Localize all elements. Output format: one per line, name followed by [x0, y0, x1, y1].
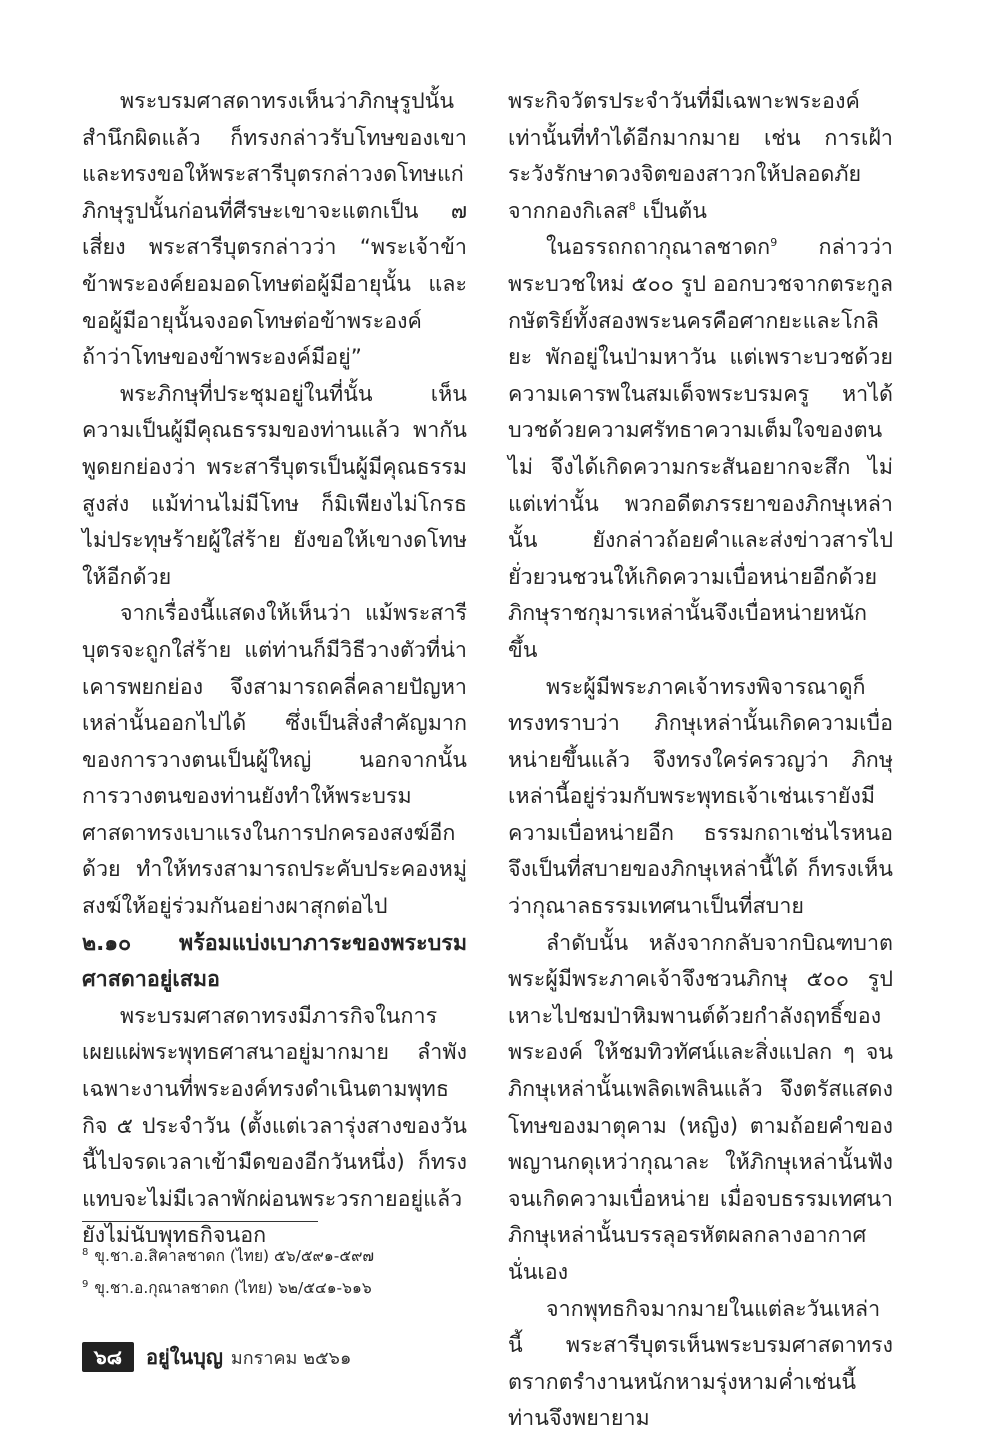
- right-paragraph-3: พระผู้มีพระภาคเจ้าทรงพิจารณาดูก็ทรงทราบว่า ภิกษุเหล่านั้นเกิดความเบื่อหน่ายขึ้นแล้ว จึงทรงใคร่ครวญว่า ภิกษุเหล่านี้อยู่ร่วมกับพระพุทธเจ้าเช่นเรายังมีความเบื่อหน่ายอีก ธรรมกถาเช่นไรหนอจึงเป็นที่สบายของภิกษุเหล่านี้ได้ ก็ทรงเห็นว่ากุณาลธรรมเทศนาเป็นที่สบาย: [508, 674, 893, 920]
- page-number: ๖๘: [82, 1342, 134, 1372]
- left-column: [82, 84, 467, 1255]
- footnote-mark: 8: [82, 1247, 89, 1258]
- section-heading: ๒.๑๐ พร้อมแบ่งเบาภาระของพระบรมศาสดาอยู่เสมอ: [82, 930, 467, 993]
- footnote-divider: [82, 1221, 318, 1222]
- footnote-mark: 9: [82, 1279, 89, 1291]
- right-p2-head: ในอรรถกถากุณาลชาดก: [546, 235, 771, 261]
- footnote-ref-9[interactable]: 9: [770, 236, 778, 250]
- footnote-text: ขุ.ชา.อ.กุณาลชาดก (ไทย) ๖๒/๕๔๑-๖๑๖: [94, 1279, 372, 1298]
- right-p1-tail: เป็นต้น: [635, 198, 707, 224]
- left-paragraph-4: พระบรมศาสดาทรงมีภารกิจในการเผยแผ่พระพุทธศาสนาอยู่มากมาย ลำพังเฉพาะงานที่พระองค์ทรงดำเนินตามพุทธกิจ ๕ ประจำวัน (ตั้งแต่เวลารุ่งสางของวันนี้ไปจรดเวลาเข้ามืดของอีกวันหนึ่ง) ก็ทรงแทบจะไม่มีเวลาพักผ่อนพระวรกายอยู่แล้ว ยังไม่นับพุทธกิจนอก: [82, 1003, 467, 1249]
- right-p1-text: พระกิจวัตรประจำวันที่มีเฉพาะพระองค์เท่านั้นที่ทำได้อีกมากมาย เช่น การเฝ้าระวังรักษาดวงจิตของสาวกให้ปลอดภัยจากกองกิเลส: [508, 89, 893, 224]
- issue-date: มกราคม ๒๕๖๑: [230, 1347, 352, 1369]
- right-paragraph-1: [508, 84, 893, 230]
- right-column: [508, 84, 893, 1438]
- right-p2-text: กล่าวว่า พระบวชใหม่ ๕๐๐ รูป ออกบวชจากตระกูลกษัตริย์ทั้งสองพระนครคือศากยะและโกลิยะ พักอยู่ในป่ามหาวัน แต่เพราะบวชด้วยความเคารพในสมเด็จพระบรมครู หาได้บวชด้วยความศรัทธาความเต็มใจของตนไม่ จึงได้เกิดความกระสันอยากจะสึก ไม่แต่เท่านั้น พวกอดีตภรรยาของภิกษุเหล่านั้น ยังกล่าวถ้อยคำและส่งข่าวสารไปยั่วยวนชวนให้เกิดความเบื่อหน่ายอีกด้วย ภิกษุราชกุมารเหล่านั้นจึงเบื่อหน่ายหนักขึ้น: [508, 235, 893, 663]
- footnote-8: [82, 1240, 482, 1269]
- page-footer: [82, 1340, 351, 1374]
- right-paragraph-5: จากพุทธกิจมากมายในแต่ละวันเหล่านี้ พระสารีบุตรเห็นพระบรมศาสดาทรงตรากตรำงานหนักหามรุ่งหามค่ำเช่นนี้ ท่านจึงพยายาม: [508, 1296, 893, 1432]
- left-paragraph-1: พระบรมศาสดาทรงเห็นว่าภิกษุรูปนั้นสำนึกผิดแล้ว ก็ทรงกล่าวรับโทษของเขา และทรงขอให้พระสารีบุตรกล่าวงดโทษแก่ภิกษุรูปนั้นก่อนที่ศีรษะเขาจะแตกเป็น ๗ เสี่ยง พระสารีบุตรกล่าวว่า “พระเจ้าข้า ข้าพระองค์ยอมอดโทษต่อผู้มีอายุนั้น และขอผู้มีอายุนั้นจงอดโทษต่อข้าพระองค์ ถ้าว่าโทษของข้าพระองค์มีอยู่”: [82, 89, 467, 371]
- footnote-ref-8[interactable]: 8: [628, 199, 636, 213]
- footnote-text: ขุ.ชา.อ.สิคาลชาดก (ไทย) ๕๖/๕๙๑-๕๙๗: [94, 1247, 375, 1266]
- right-paragraph-4: ลำดับนั้น หลังจากกลับจากบิณฑบาต พระผู้มีพระภาคเจ้าจึงชวนภิกษุ ๕๐๐ รูป เหาะไปชมป่าหิมพานต์ด้วยกำลังฤทธิ์ของพระองค์ ให้ชมทิวทัศน์และสิ่งแปลก ๆ จนภิกษุเหล่านั้นเพลิดเพลินแล้ว จึงตรัสแสดงโทษของมาตุคาม (หญิง) ตามถ้อยคำของพญานกดุเหว่ากุณาละ ให้ภิกษุเหล่านั้นฟัง จนเกิดความเบื่อหน่าย เมื่อจบธรรมเทศนา ภิกษุเหล่านั้นบรรลุอรหัตผลกลางอากาศนั่นเอง: [508, 930, 893, 1285]
- footnote-9: [82, 1272, 482, 1301]
- magazine-title: อยู่ในบุญ: [146, 1345, 223, 1369]
- left-paragraph-2: พระภิกษุที่ประชุมอยู่ในที่นั้น เห็นความเป็นผู้มีคุณธรรมของท่านแล้ว พากันพูดยกย่องว่า พระสารีบุตรเป็นผู้มีคุณธรรมสูงส่ง แม้ท่านไม่มีโทษ ก็มิเพียงไม่โกรธ ไม่ประทุษร้ายผู้ใส่ร้าย ยังขอให้เขางดโทษให้อีกด้วย: [82, 381, 467, 590]
- footnotes: [82, 1240, 482, 1304]
- right-paragraph-2: [508, 230, 893, 669]
- left-paragraph-3: จากเรื่องนี้แสดงให้เห็นว่า แม้พระสารีบุตรจะถูกใส่ร้าย แต่ท่านก็มีวิธีวางตัวที่น่าเคารพยกย่อง จึงสามารถคลี่คลายปัญหาเหล่านั้นออกไปได้ ซึ่งเป็นสิ่งสำคัญมากของการวางตนเป็นผู้ใหญ่ นอกจากนั้น การวางตนของท่านยังทำให้พระบรมศาสดาทรงเบาแรงในการปกครองสงฆ์อีกด้วย ทำให้ทรงสามารถประคับประคองหมู่สงฆ์ให้อยู่ร่วมกันอย่างผาสุกต่อไป: [82, 601, 467, 920]
